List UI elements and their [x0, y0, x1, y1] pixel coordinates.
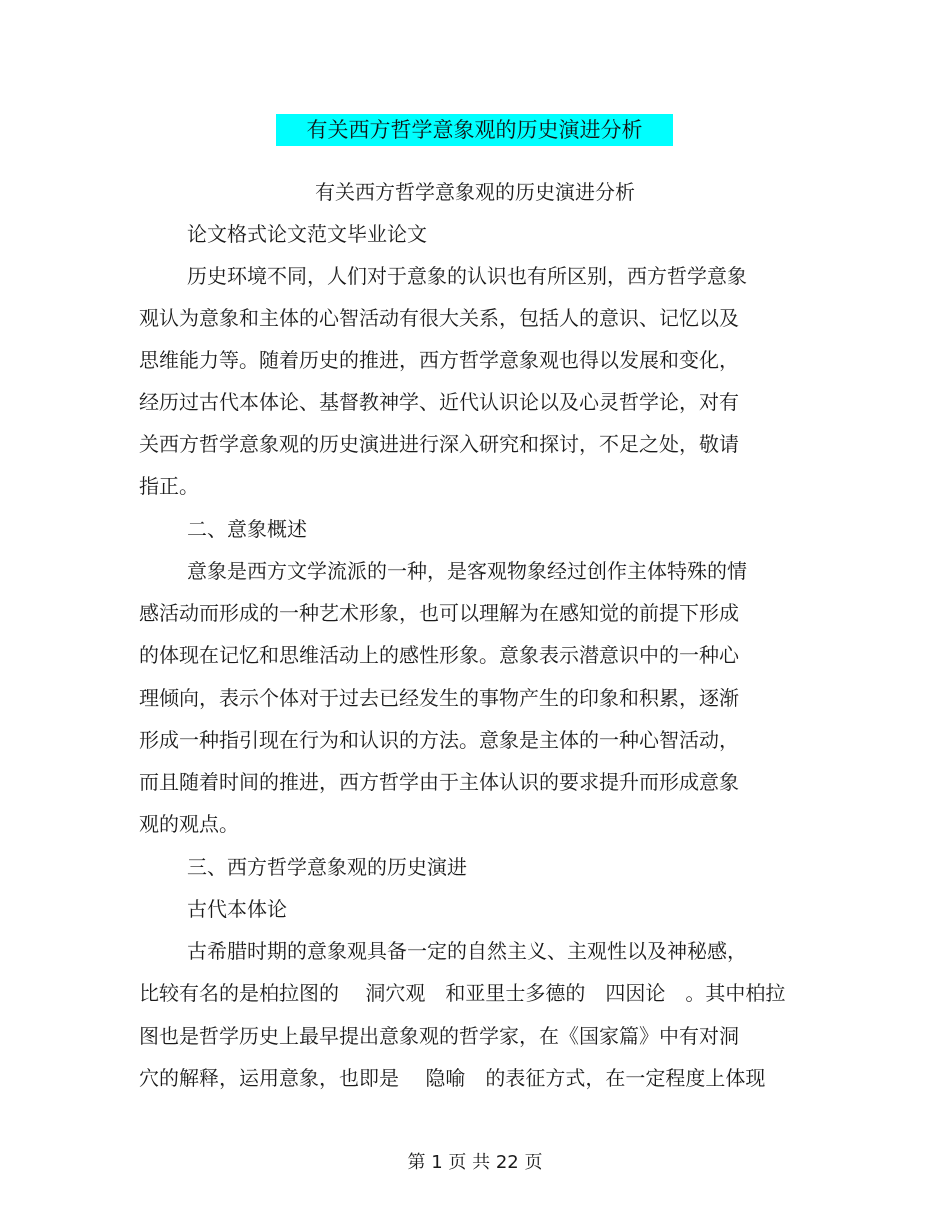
- paragraph-line: 观的观点。: [139, 812, 239, 836]
- paragraph-line: 思维能力等。随着历史的推进，西方哲学意象观也得以发展和变化，: [139, 348, 739, 372]
- paragraph-line: 形成一种指引现在行为和认识的方法。意象是主体的一种心智活动，: [139, 728, 739, 752]
- article-title: 有关西方哲学意象观的历史演进分析: [315, 180, 635, 204]
- paragraph-line: 意象是西方文学流派的一种，是客观物象经过创作主体特殊的情: [187, 559, 747, 583]
- paragraph-line: 古希腊时期的意象观具备一定的自然主义、主观性以及神秘感，: [187, 939, 747, 963]
- paragraph-line: 比较有名的是柏拉图的 洞穴观 和亚里士多德的 四因论 。其中柏拉: [139, 981, 786, 1005]
- paragraph-line: 关西方哲学意象观的历史演进进行深入研究和探讨，不足之处，敬请: [139, 432, 739, 456]
- paragraph-line: 的体现在记忆和思维活动上的感性形象。意象表示潜意识中的一种心: [139, 643, 739, 667]
- paragraph-line: 而且随着时间的推进，西方哲学由于主体认识的要求提升而形成意象: [139, 770, 739, 794]
- section-heading: 三、西方哲学意象观的历史演进: [187, 855, 467, 879]
- page-number-footer: 第 1 页 共 22 页: [407, 1152, 543, 1173]
- paragraph-line: 历史环境不同，人们对于意象的认识也有所区别，西方哲学意象: [187, 264, 747, 288]
- paragraph-line: 指正。: [139, 474, 199, 498]
- paragraph-line: 理倾向，表示个体对于过去已经发生的事物产生的印象和积累，逐渐: [139, 686, 739, 710]
- keywords-line: 论文格式论文范文毕业论文: [187, 222, 427, 246]
- paragraph-line: 观认为意象和主体的心智活动有很大关系，包括人的意识、记忆以及: [139, 306, 739, 330]
- subsection-heading: 古代本体论: [187, 897, 287, 921]
- highlighted-document-title: 有关西方哲学意象观的历史演进分析: [276, 114, 673, 146]
- paragraph-line: 图也是哲学历史上最早提出意象观的哲学家，在《国家篇》中有对洞: [139, 1024, 739, 1048]
- paragraph-line: 感活动而形成的一种艺术形象，也可以理解为在感知觉的前提下形成: [139, 601, 739, 625]
- paragraph-line: 穴的解释，运用意象，也即是 隐喻 的表征方式，在一定程度上体现: [139, 1066, 766, 1090]
- section-heading: 二、意象概述: [187, 517, 307, 541]
- paragraph-line: 经历过古代本体论、基督教神学、近代认识论以及心灵哲学论，对有: [139, 390, 739, 414]
